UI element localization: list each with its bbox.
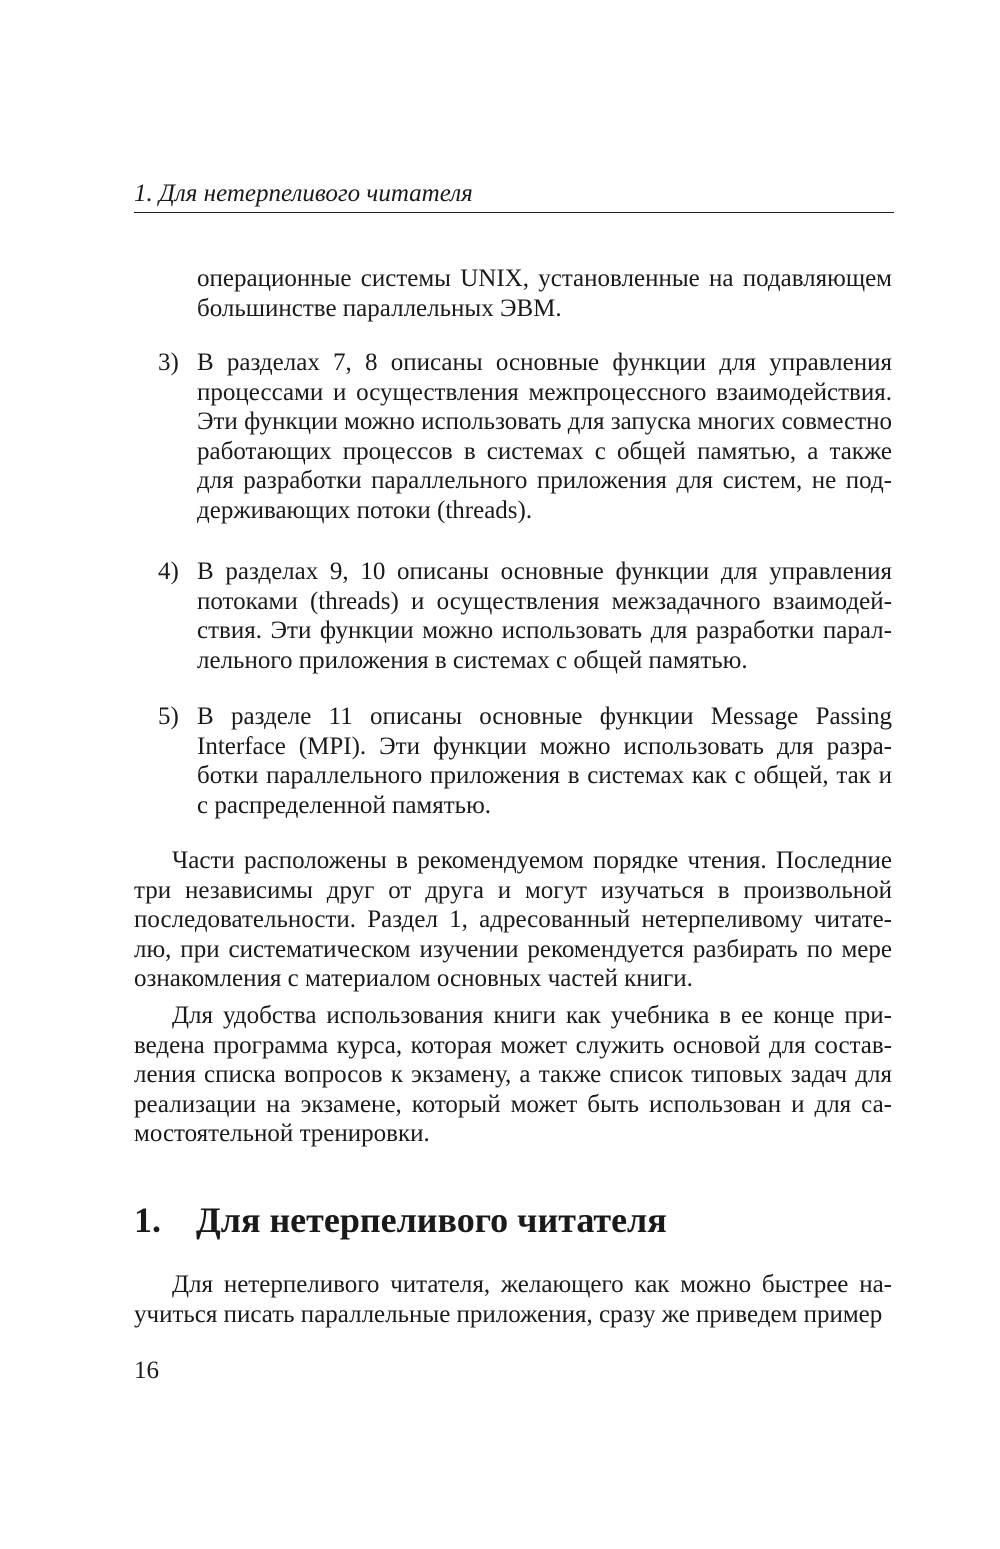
section-heading: [134, 1198, 892, 1242]
section-title: Для нетерпеливого читателя: [196, 1200, 667, 1240]
header-rule: [134, 212, 894, 213]
page-number: 16: [134, 1357, 159, 1384]
list-item-number: 4): [158, 558, 179, 585]
body-paragraph: Для удобства использования книги как учебника в ее конце приведена программа курса, которая может служить основой для составления списка вопросов к экзамену, а также список типовых задач для реализации на экзамене, который может быть использован и для самостоятельной тренировки.: [134, 1002, 892, 1148]
section-number: 1.: [134, 1200, 161, 1240]
list-item-number: 3): [158, 349, 179, 376]
list-item-text: В разделе 11 описаны основные функции Message Passing Interface (MPI). Эти функции можно использовать для разработки параллельного приложения в системах как с общей, так и с распределенной памятью.: [197, 703, 892, 819]
list-item-text: В разделах 9, 10 описаны основные функции для управления потоками (threads) и осуществления межзадачного взаимодействия. Эти функции можно использовать для разработки параллельного приложения в системах с общей памятью.: [197, 558, 892, 674]
continuation-paragraph: операционные системы UNIX, установленные на подавляющем большинстве параллельных ЭВМ.: [197, 265, 892, 322]
list-item-text: В разделах 7, 8 описаны основные функции для управления процессами и осуществления межпроцессного взаимодействия. Эти функции можно использовать для запуска многих совместно работающих процессов в системах с общей памятью, а также для разработки параллельного приложения для систем, не поддерживающих потоки (threads).: [197, 349, 892, 524]
running-header: 1. Для нетерпеливого читателя: [134, 180, 473, 207]
body-paragraph: Части расположены в рекомендуемом порядке чтения. Последние три независимы друг от друга и могут изучаться в произвольной последовательности. Раздел 1, адресованный нетерпеливому читателю, при систематическом изучении рекомендуется разбирать по мере ознакомления с материалом основных частей книги.: [134, 847, 892, 993]
list-item-number: 5): [158, 703, 179, 730]
section-first-paragraph: Для нетерпеливого читателя, желающего как можно быстрее научиться писать параллельные приложения, сразу же приведем пример: [134, 1271, 892, 1328]
